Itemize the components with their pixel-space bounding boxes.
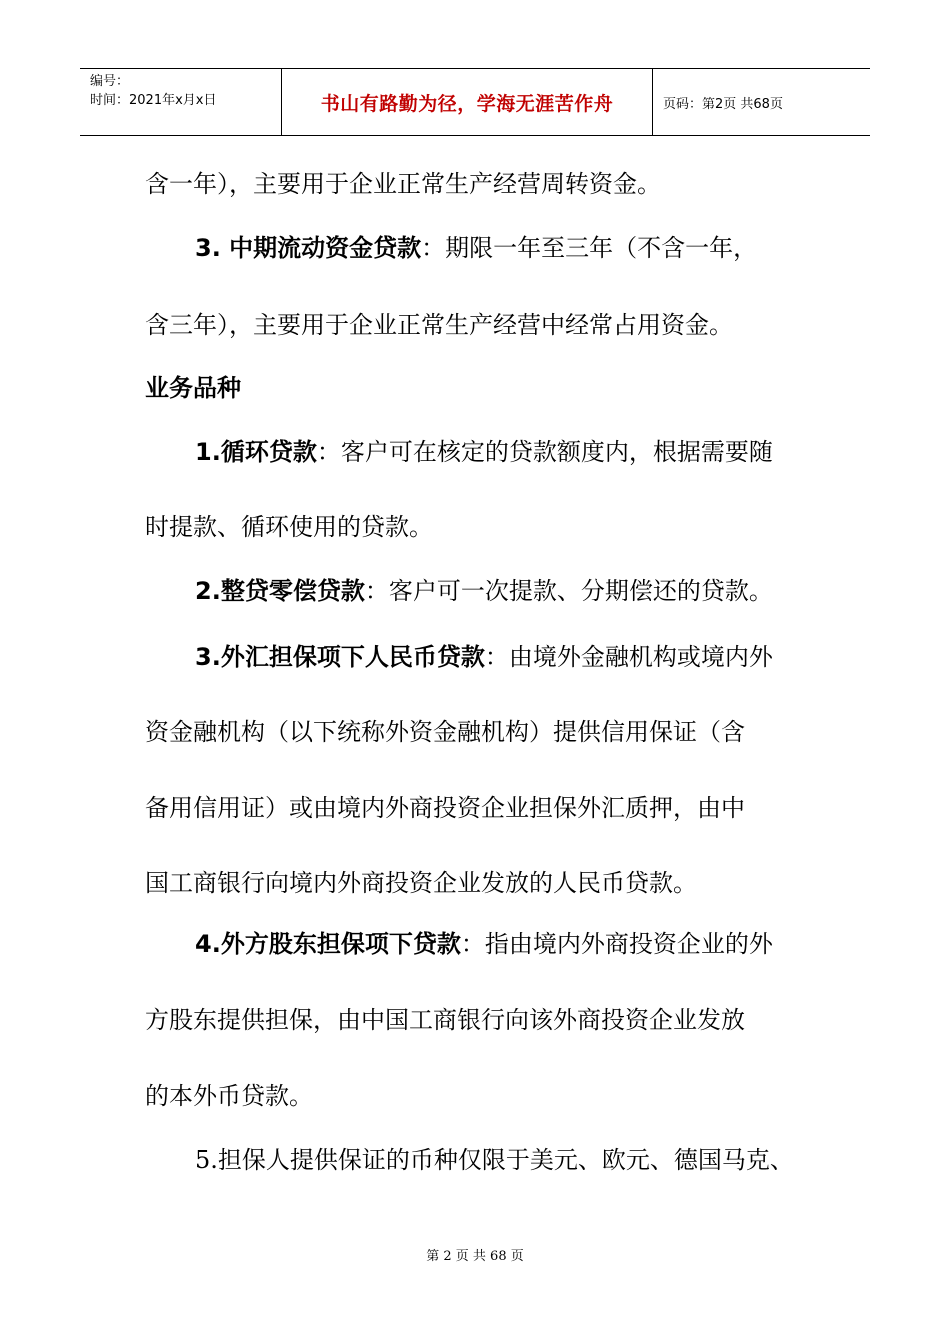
page-header	[80, 68, 870, 136]
paragraph-line: 含三年），主要用于企业正常生产经营中经常占用资金。	[145, 311, 733, 339]
header-meta	[80, 69, 282, 135]
paragraph-line: 时提款、循环使用的贷款。	[145, 513, 433, 541]
term-description: ：指由境内外商投资企业的外	[460, 930, 773, 958]
motto-text: 书山有路勤为径，学海无涯苦作舟	[320, 92, 614, 115]
header-page-info-cell	[653, 69, 870, 135]
term-heading: 3.外汇担保项下人民币贷款	[195, 643, 485, 671]
paragraph-line: 备用信用证）或由境内外商投资企业担保外汇质押，由中	[145, 794, 745, 822]
term-heading: 1.循环贷款	[195, 438, 317, 466]
page-footer: 第 2 页 共 68 页	[426, 1249, 524, 1264]
term-heading: 3. 中期流动资金贷款	[195, 234, 422, 262]
term-description: ：客户可一次提款、分期偿还的贷款。	[364, 577, 773, 605]
paragraph-line	[195, 642, 773, 672]
page-info: 页码：第2页 共68页	[663, 96, 783, 112]
paragraph-line	[195, 437, 773, 467]
paragraph-line: 国工商银行向境内外商投资企业发放的人民币贷款。	[145, 869, 697, 897]
term-description: ：由境外金融机构或境内外	[484, 643, 773, 671]
term-description: ：客户可在核定的贷款额度内，根据需要随	[316, 438, 773, 466]
number-label: 编号：	[90, 74, 130, 89]
term-heading: 4.外方股东担保项下贷款	[195, 930, 461, 958]
paragraph-line: 方股东提供担保，由中国工商银行向该外商投资企业发放	[145, 1006, 745, 1034]
paragraph-line	[195, 576, 773, 606]
section-title: 业务品种	[145, 374, 241, 402]
paragraph-line	[195, 929, 773, 959]
paragraph-line: 5.担保人提供保证的币种仅限于美元、欧元、德国马克、	[195, 1146, 794, 1174]
paragraph-line: 含一年），主要用于企业正常生产经营周转资金。	[145, 170, 661, 198]
term-description: ：期限一年至三年（不含一年，	[421, 234, 758, 262]
term-heading: 2.整贷零偿贷款	[195, 577, 365, 605]
paragraph-line	[195, 233, 757, 263]
paragraph-line: 的本外币贷款。	[145, 1082, 313, 1110]
time-label: 时间：2021年x月x日	[90, 93, 217, 108]
header-motto-cell	[282, 69, 653, 135]
paragraph-line: 资金融机构（以下统称外资金融机构）提供信用保证（含	[145, 718, 745, 746]
